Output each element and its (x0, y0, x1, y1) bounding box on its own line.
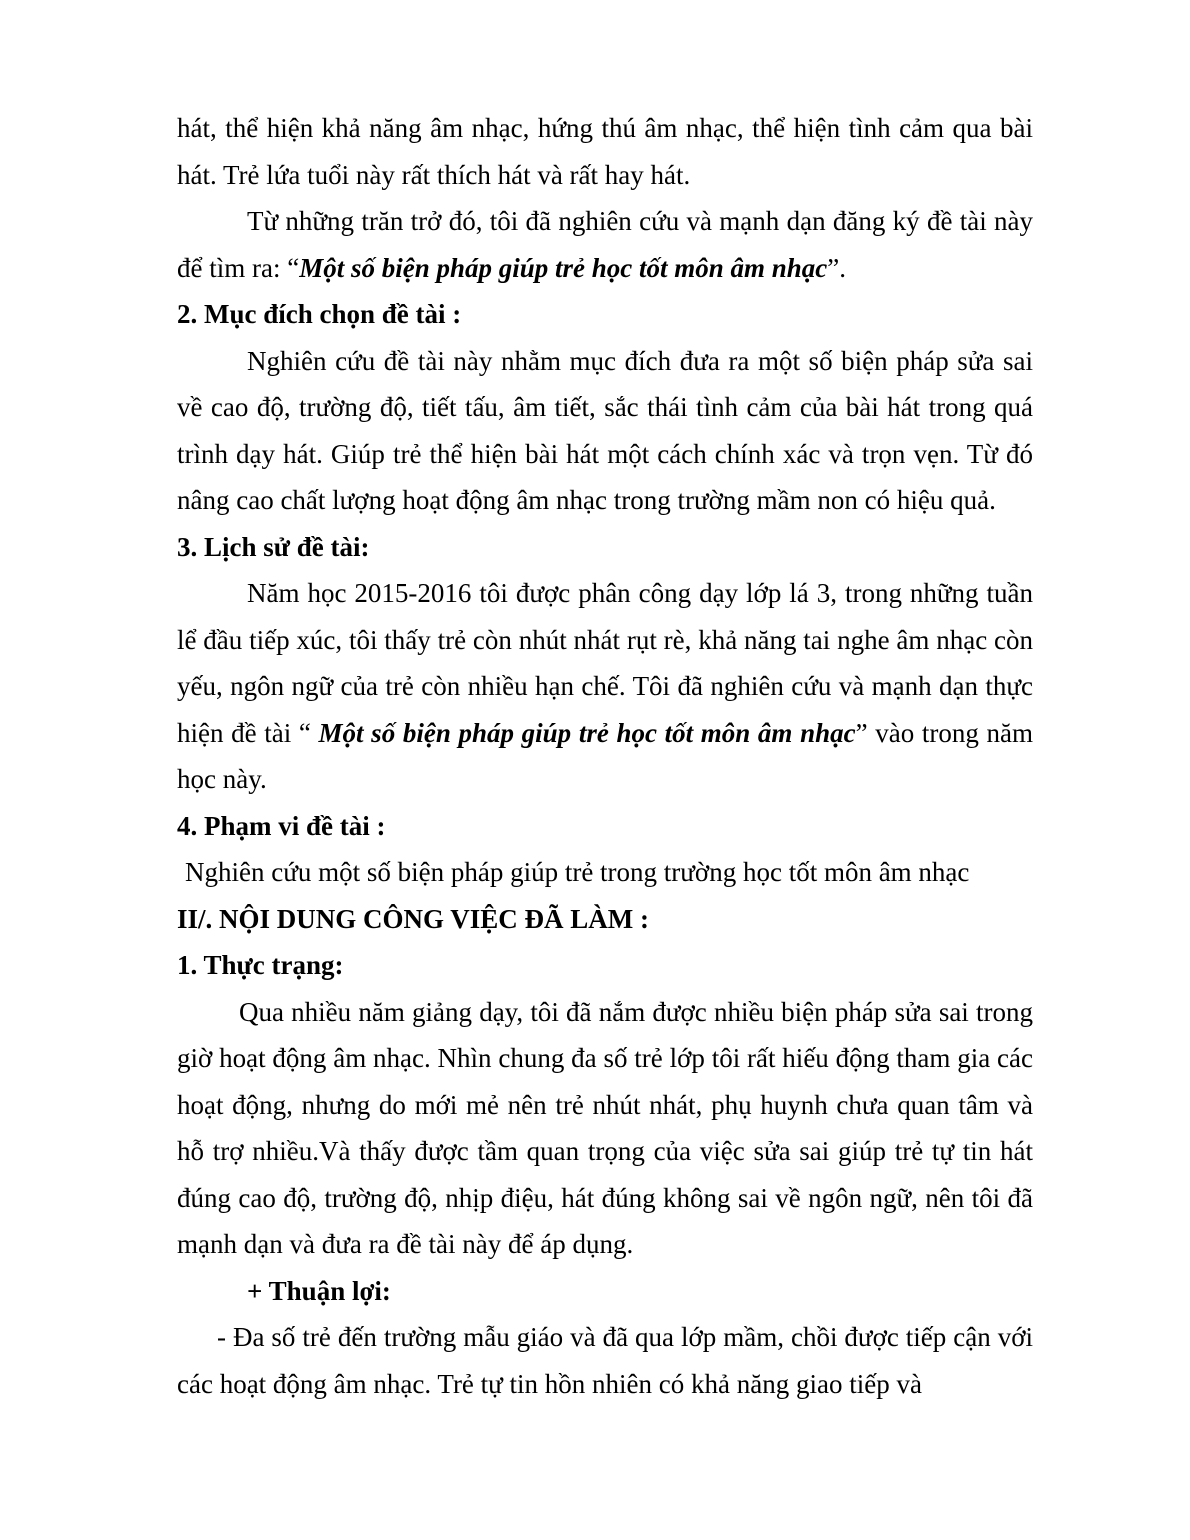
paragraph-text: Năm học 2015-2016 tôi được phân công dạy lớp lá 3, trong những tuần lể đầu tiếp xúc, tôi thấy trẻ còn nhút nhát rụt rè, khả năng tai nghe âm nhạc còn yếu, ngôn ngữ của trẻ còn nhiều hạn chế. Tôi đã nghiên cứu và mạnh dạn thực hiện đề tài “ (177, 578, 1033, 748)
topic-title: Một số biện pháp giúp trẻ học tốt môn âm nhạc (318, 717, 856, 748)
section-heading: 1. Thực trạng: (177, 950, 344, 980)
paragraph (177, 570, 1033, 803)
paragraph-text: ” vào trong năm học này. (177, 717, 1033, 794)
topic-title: Một số biện pháp giúp trẻ học tốt môn âm nhạc (299, 252, 828, 283)
paragraph-text: ”. (827, 252, 847, 283)
document-body (177, 105, 1033, 1407)
paragraph: - Đa số trẻ đến trường mẫu giáo và đã qua lớp mầm, chồi được tiếp cận với các hoạt động âm nhạc. Trẻ tự tin hồn nhiên có khả năng giao tiếp và (177, 1322, 1033, 1399)
paragraph-text: Từ những trăn trở đó, tôi đã nghiên cứu và mạnh dạn đăng ký đề tài này để tìm ra: “ (177, 206, 1033, 283)
subsection-heading: + Thuận lợi: (247, 1275, 391, 1306)
section-heading: 3. Lịch sử đề tài: (177, 531, 370, 562)
paragraph: Nghiên cứu đề tài này nhằm mục đích đưa ra một số biện pháp sửa sai về cao độ, trường độ, tiết tấu, âm tiết, sắc thái tình cảm của bài hát trong quá trình dạy hát. Giúp trẻ thể hiện bài hát một cách chính xác và trọn vẹn. Từ đó nâng cao chất lượng hoạt động âm nhạc trong trường mầm non có hiệu quả. (177, 345, 1033, 515)
paragraph: Qua nhiều năm giảng dạy, tôi đã nắm được nhiều biện pháp sửa sai trong giờ hoạt động âm nhạc. Nhìn chung đa số trẻ lớp tôi rất hiếu động tham gia các hoạt động, nhưng do mới mẻ nên trẻ nhút nhát, phụ huynh chưa quan tâm và hỗ trợ nhiều.Và thấy được tầm quan trọng của việc sửa sai giúp trẻ tự tin hát đúng cao độ, trường độ, nhịp điệu, hát đúng không sai về ngôn ngữ, nên tôi đã mạnh dạn và đưa ra đề tài này để áp dụng. (177, 996, 1033, 1259)
chapter-heading: II/. NỘI DUNG CÔNG VIỆC ĐÃ LÀM : (177, 903, 650, 934)
paragraph: hát, thể hiện khả năng âm nhạc, hứng thú âm nhạc, thể hiện tình cảm qua bài hát. Trẻ lứa tuổi này rất thích hát và rất hay hát. (177, 113, 1033, 190)
paragraph (177, 198, 1033, 291)
section-heading: 2. Mục đích chọn đề tài : (177, 299, 462, 329)
section-heading: 4. Phạm vi đề tài : (177, 810, 386, 841)
paragraph: Nghiên cứu một số biện pháp giúp trẻ trong trường học tốt môn âm nhạc (185, 857, 970, 887)
